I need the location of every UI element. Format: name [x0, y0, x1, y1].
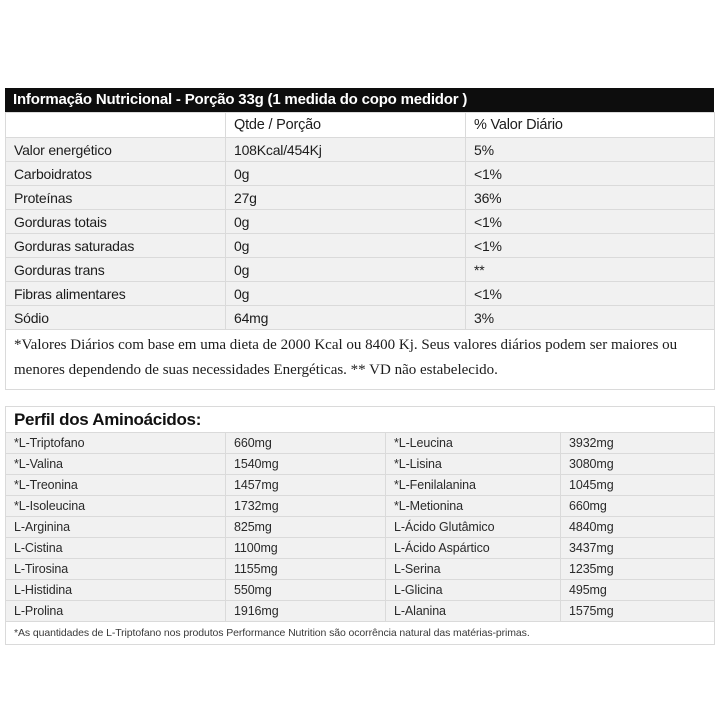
amino-name: *L-Isoleucina: [6, 496, 226, 517]
amino-value: 4840mg: [561, 517, 715, 538]
amino-name: *L-Metionina: [386, 496, 561, 517]
amino-name: *L-Fenilalanina: [386, 475, 561, 496]
amino-name: L-Prolina: [6, 601, 226, 622]
amino-value: 495mg: [561, 580, 715, 601]
table-row: [6, 538, 715, 559]
amino-value: 660mg: [561, 496, 715, 517]
table-row: [6, 601, 715, 622]
amino-name: *L-Triptofano: [6, 433, 226, 454]
nutrient-qty: 0g: [226, 162, 466, 186]
amino-value: 1540mg: [226, 454, 386, 475]
table-row: [6, 475, 715, 496]
table-row: [6, 580, 715, 601]
amino-footnote: *As quantidades de L-Triptofano nos produtos Performance Nutrition são ocorrência natural das matérias-primas.: [6, 622, 715, 645]
amino-footnote-row: [6, 622, 715, 645]
nutrient-name: Proteínas: [6, 186, 226, 210]
nutrient-qty: 27g: [226, 186, 466, 210]
nutrient-dv: <1%: [466, 234, 715, 258]
amino-name: *L-Treonina: [6, 475, 226, 496]
amino-value: 1100mg: [226, 538, 386, 559]
nutrient-name: Sódio: [6, 306, 226, 330]
amino-name: L-Arginina: [6, 517, 226, 538]
amino-name: L-Alanina: [386, 601, 561, 622]
table-row: [6, 306, 715, 330]
nutrition-footnote-row: [6, 330, 715, 390]
nutrition-header-label: [6, 113, 226, 138]
nutrient-qty: 108Kcal/454Kj: [226, 138, 466, 162]
amino-name: L-Histidina: [6, 580, 226, 601]
amino-value: 1916mg: [226, 601, 386, 622]
nutrient-name: Fibras alimentares: [6, 282, 226, 306]
nutrient-name: Valor energético: [6, 138, 226, 162]
nutrient-dv: <1%: [466, 162, 715, 186]
amino-name: L-Serina: [386, 559, 561, 580]
nutrient-qty: 0g: [226, 258, 466, 282]
amino-value: 1235mg: [561, 559, 715, 580]
amino-profile-title: Perfil dos Aminoácidos:: [6, 407, 715, 433]
table-row: [6, 210, 715, 234]
amino-profile-table: [5, 406, 715, 645]
nutrient-name: Carboidratos: [6, 162, 226, 186]
amino-name: *L-Leucina: [386, 433, 561, 454]
nutrient-name: Gorduras trans: [6, 258, 226, 282]
amino-value: 1155mg: [226, 559, 386, 580]
nutrient-dv: 36%: [466, 186, 715, 210]
table-row: [6, 433, 715, 454]
nutrient-dv: **: [466, 258, 715, 282]
amino-value: 660mg: [226, 433, 386, 454]
nutrient-dv: <1%: [466, 210, 715, 234]
nutrition-header-row: [6, 113, 715, 138]
amino-value: 3932mg: [561, 433, 715, 454]
amino-name: *L-Valina: [6, 454, 226, 475]
amino-value: 825mg: [226, 517, 386, 538]
table-row: [6, 162, 715, 186]
nutrient-qty: 64mg: [226, 306, 466, 330]
nutrient-name: Gorduras saturadas: [6, 234, 226, 258]
nutrition-header-dv: % Valor Diário: [466, 113, 715, 138]
amino-name: L-Ácido Aspártico: [386, 538, 561, 559]
amino-name: L-Tirosina: [6, 559, 226, 580]
nutrition-table: [5, 112, 715, 390]
table-row: [6, 454, 715, 475]
amino-name: L-Glicina: [386, 580, 561, 601]
section-gap: [5, 390, 714, 406]
table-row: [6, 258, 715, 282]
nutrient-name: Gorduras totais: [6, 210, 226, 234]
amino-value: 1045mg: [561, 475, 715, 496]
nutrient-qty: 0g: [226, 234, 466, 258]
amino-value: 1732mg: [226, 496, 386, 517]
nutrient-dv: <1%: [466, 282, 715, 306]
table-row: [6, 559, 715, 580]
nutrition-table-title: Informação Nutricional - Porção 33g (1 medida do copo medidor ): [5, 88, 714, 112]
table-row: [6, 186, 715, 210]
table-row: [6, 282, 715, 306]
amino-name: L-Cistina: [6, 538, 226, 559]
amino-name: L-Ácido Glutâmico: [386, 517, 561, 538]
amino-name: *L-Lisina: [386, 454, 561, 475]
amino-value: 1457mg: [226, 475, 386, 496]
table-row: [6, 138, 715, 162]
amino-value: 550mg: [226, 580, 386, 601]
nutrition-footnote: *Valores Diários com base em uma dieta de 2000 Kcal ou 8400 Kj. Seus valores diários podem ser maiores ou menores dependendo de suas necessidades Energéticas. ** VD não estabelecido.: [6, 330, 715, 390]
nutrient-qty: 0g: [226, 282, 466, 306]
amino-profile-heading-row: [6, 407, 715, 433]
nutrient-dv: 3%: [466, 306, 715, 330]
amino-value: 3437mg: [561, 538, 715, 559]
amino-value: 1575mg: [561, 601, 715, 622]
label-container: [5, 88, 714, 645]
nutrition-header-qty: Qtde / Porção: [226, 113, 466, 138]
nutrient-dv: 5%: [466, 138, 715, 162]
nutrient-qty: 0g: [226, 210, 466, 234]
amino-value: 3080mg: [561, 454, 715, 475]
table-row: [6, 517, 715, 538]
table-row: [6, 496, 715, 517]
table-row: [6, 234, 715, 258]
